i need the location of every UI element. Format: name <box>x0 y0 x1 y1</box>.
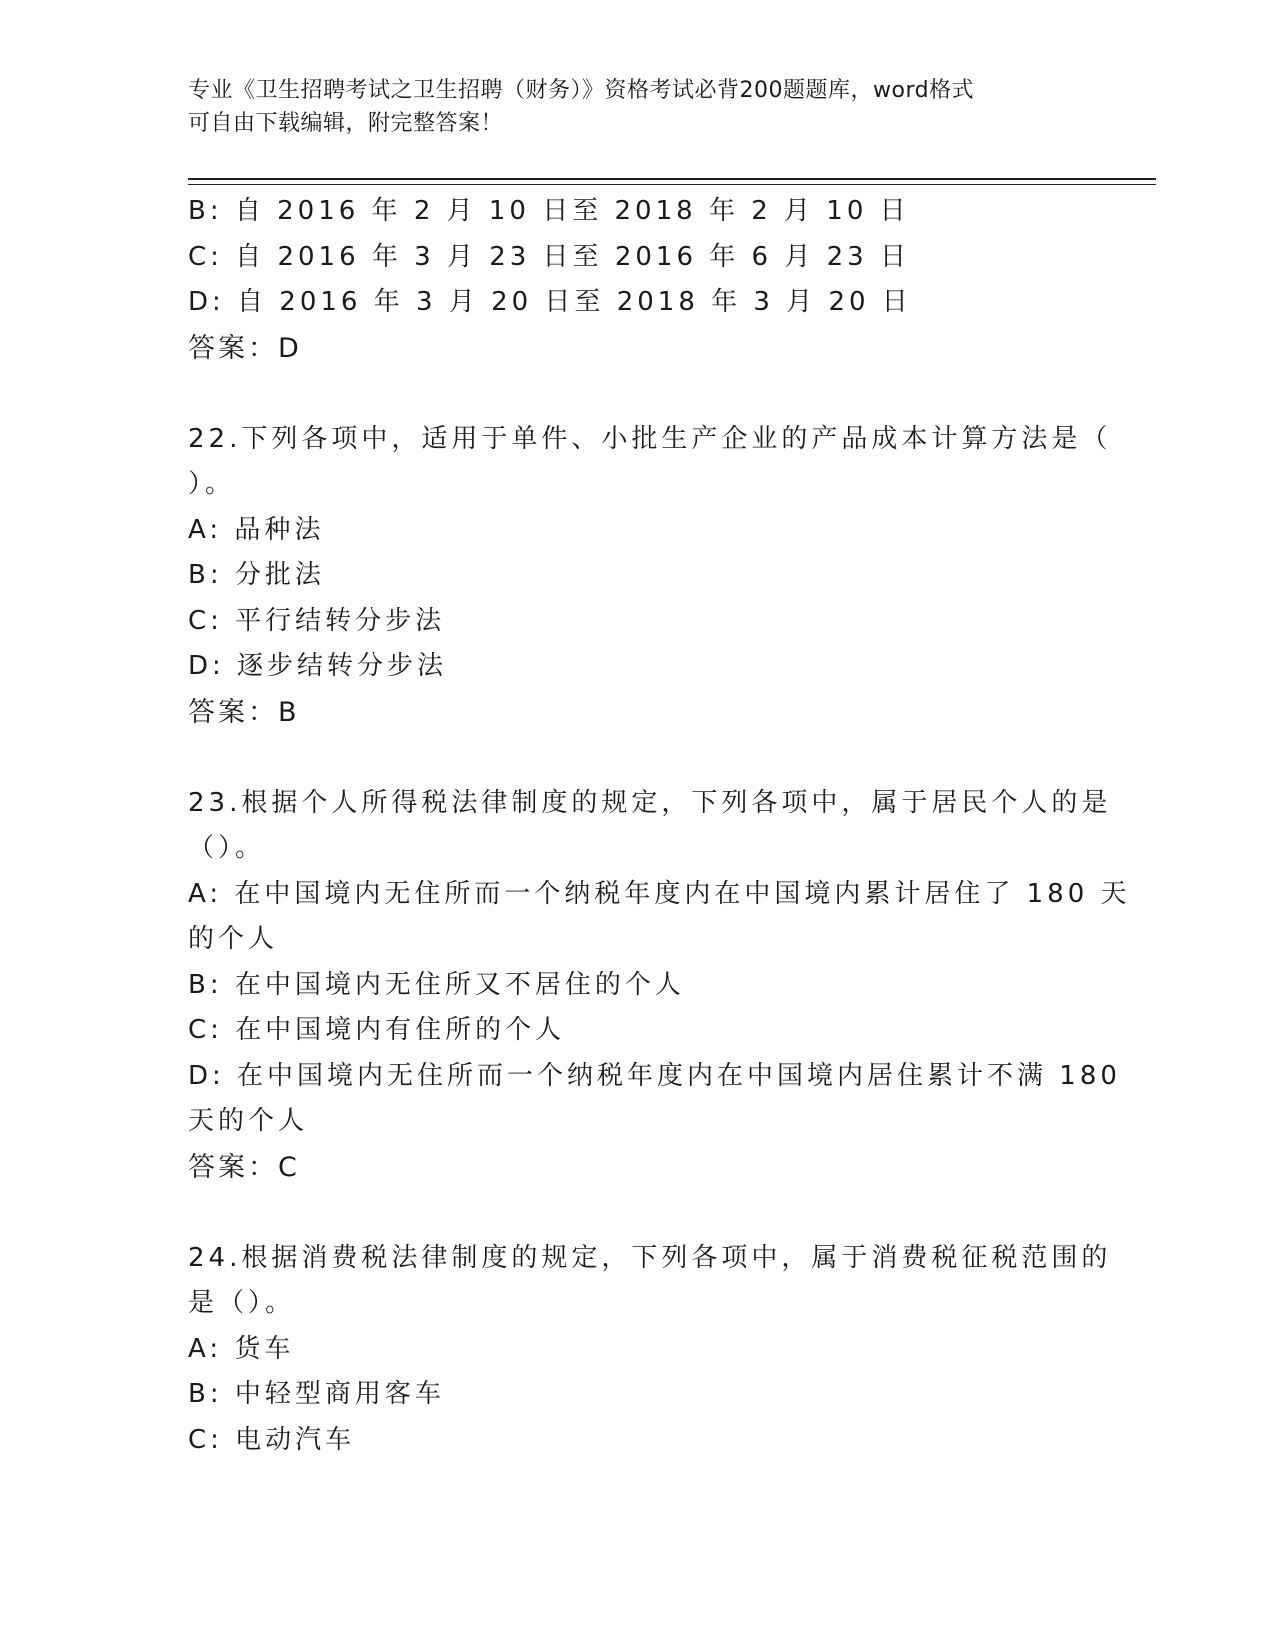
answer: 答案：B <box>188 696 300 728</box>
option-b: B: 中轻型商用客车 <box>188 1379 445 1409</box>
option-d: D: 自 2016 年 3 月 20 日至 2018 年 3 月 20 日 <box>188 287 912 317</box>
option-b: B: 自 2016 年 2 月 10 日至 2018 年 2 月 10 日 <box>188 196 910 226</box>
option-d: D: 逐步结转分步法 <box>188 651 448 681</box>
question-stem-line-1: 23.根据个人所得税法律制度的规定，下列各项中，属于居民个人的是 <box>188 787 1112 818</box>
header-divider-thick <box>188 178 1156 180</box>
option-a: A: 货车 <box>188 1333 295 1364</box>
header-title-line-1: 专业《卫生招聘考试之卫生招聘（财务）》资格考试必背200题题库，word格式 <box>188 78 975 103</box>
question-21-tail <box>188 189 1088 371</box>
question-stem-line-2: ）。 <box>188 469 236 499</box>
question-stem-line-2: （）。 <box>188 833 266 863</box>
option-c: C: 自 2016 年 3 月 23 日至 2016 年 6 月 23 日 <box>188 241 910 272</box>
option-d-line-1: D: 在中国境内无住所而一个纳税年度内在中国境内居住累计不满 180 <box>188 1060 1121 1091</box>
option-c: C: 电动汽车 <box>188 1424 356 1455</box>
spacer <box>188 371 1088 417</box>
question-stem-line-1: 22.下列各项中，适用于单件、小批生产企业的产品成本计算方法是（ <box>188 423 1112 454</box>
header-divider-thin <box>188 184 1156 185</box>
spacer <box>188 1190 1088 1236</box>
option-a-line-2: 的个人 <box>188 924 279 954</box>
document-header <box>188 74 1068 140</box>
answer: 答案：D <box>188 332 302 364</box>
answer: 答案：C <box>188 1151 300 1183</box>
option-a-line-1: A: 在中国境内无住所而一个纳税年度内在中国境内累计居住了 180 天 <box>188 878 1131 909</box>
question-stem-line-2: 是（）。 <box>188 1288 296 1318</box>
option-b: B: 分批法 <box>188 560 325 590</box>
spacer <box>188 735 1088 781</box>
question-stem-line-1: 24.根据消费税法律制度的规定，下列各项中，属于消费税征税范围的 <box>188 1242 1112 1273</box>
header-title-line-2: 可自由下载编辑，附完整答案！ <box>188 111 504 136</box>
question-22 <box>188 417 1112 736</box>
question-list <box>188 189 1131 1463</box>
question-24 <box>188 1236 1112 1464</box>
option-d-line-2: 天的个人 <box>188 1106 309 1136</box>
option-c: C: 在中国境内有住所的个人 <box>188 1015 566 1045</box>
option-b: B: 在中国境内无住所又不居住的个人 <box>188 969 685 1000</box>
question-23 <box>188 781 1131 1191</box>
option-a: A: 品种法 <box>188 514 325 545</box>
option-c: C: 平行结转分步法 <box>188 605 446 636</box>
